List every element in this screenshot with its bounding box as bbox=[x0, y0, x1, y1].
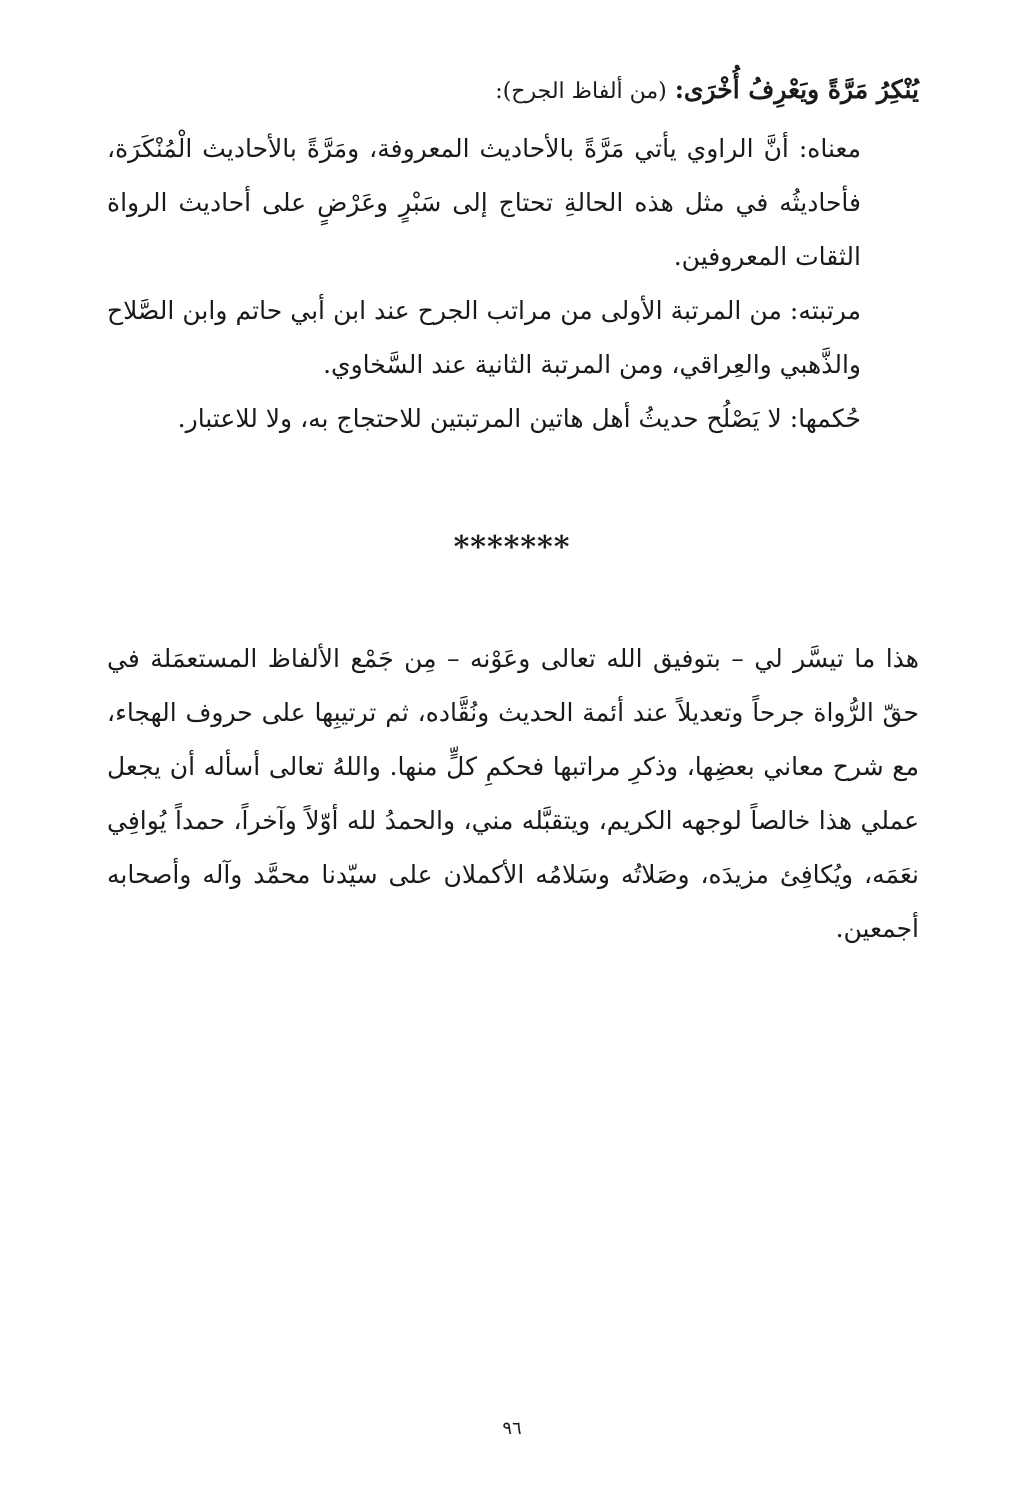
entry-meaning: معناه: أنَّ الراوي يأتي مَرَّةً بالأحاديث المعروفة، ومَرَّةً بالأحاديث الْمُنْكَرَة، فأحاديثُه في مثل هذه الحالةِ تحتاج إلى سَبْرٍ وعَرْضٍ على أحاديث الرواة الثقات المعروفين. bbox=[107, 134, 861, 271]
section-separator: ******* bbox=[453, 530, 571, 565]
entry-ruling: حُكمها: لا يَصْلُح حديثُ أهل هاتين المرتبتين للاحتجاج به، ولا للاعتبار. bbox=[177, 404, 861, 433]
entry-category-note: (من ألفاظ الجرح): bbox=[495, 79, 667, 104]
glossary-entry bbox=[107, 72, 919, 446]
entry-term: يُنْكِرُ مَرَّةً ويَعْرِفُ أُخْرَى: bbox=[674, 75, 919, 104]
page-number: ٩٦ bbox=[502, 1418, 522, 1439]
entry-rank: مرتبته: من المرتبة الأولى من مراتب الجرح عند ابن أبي حاتم وابن الصَّلاح والذَّهبي والعِراقي، ومن المرتبة الثانية عند السَّخاوي. bbox=[107, 296, 861, 379]
conclusion-paragraph: هذا ما تيسَّر لي – بتوفيق الله تعالى وعَوْنه – مِن جَمْع الألفاظ المستعمَلة في حقّ الرُّواة جرحاً وتعديلاً عند أئمة الحديث ونُقَّاده، ثم ترتيبِها على حروف الهجاء، مع شرح معاني بعضِها، وذكرِ مراتبها فحكمِ كلٍّ منها. واللهُ تعالى أسأله أن يجعل عملي هذا خالصاً لوجهه الكريم، ويتقبَّله مني، والحمدُ لله أوّلاً وآخراً، حمداً يُوافِي نعَمَه، ويُكافِئ مزيدَه، وصَلاتُه وسَلامُه الأكملان على سيّدنا محمَّد وآله وأصحابه أجمعين. bbox=[107, 644, 919, 943]
entry-body bbox=[107, 122, 861, 446]
entry-heading bbox=[107, 72, 919, 110]
